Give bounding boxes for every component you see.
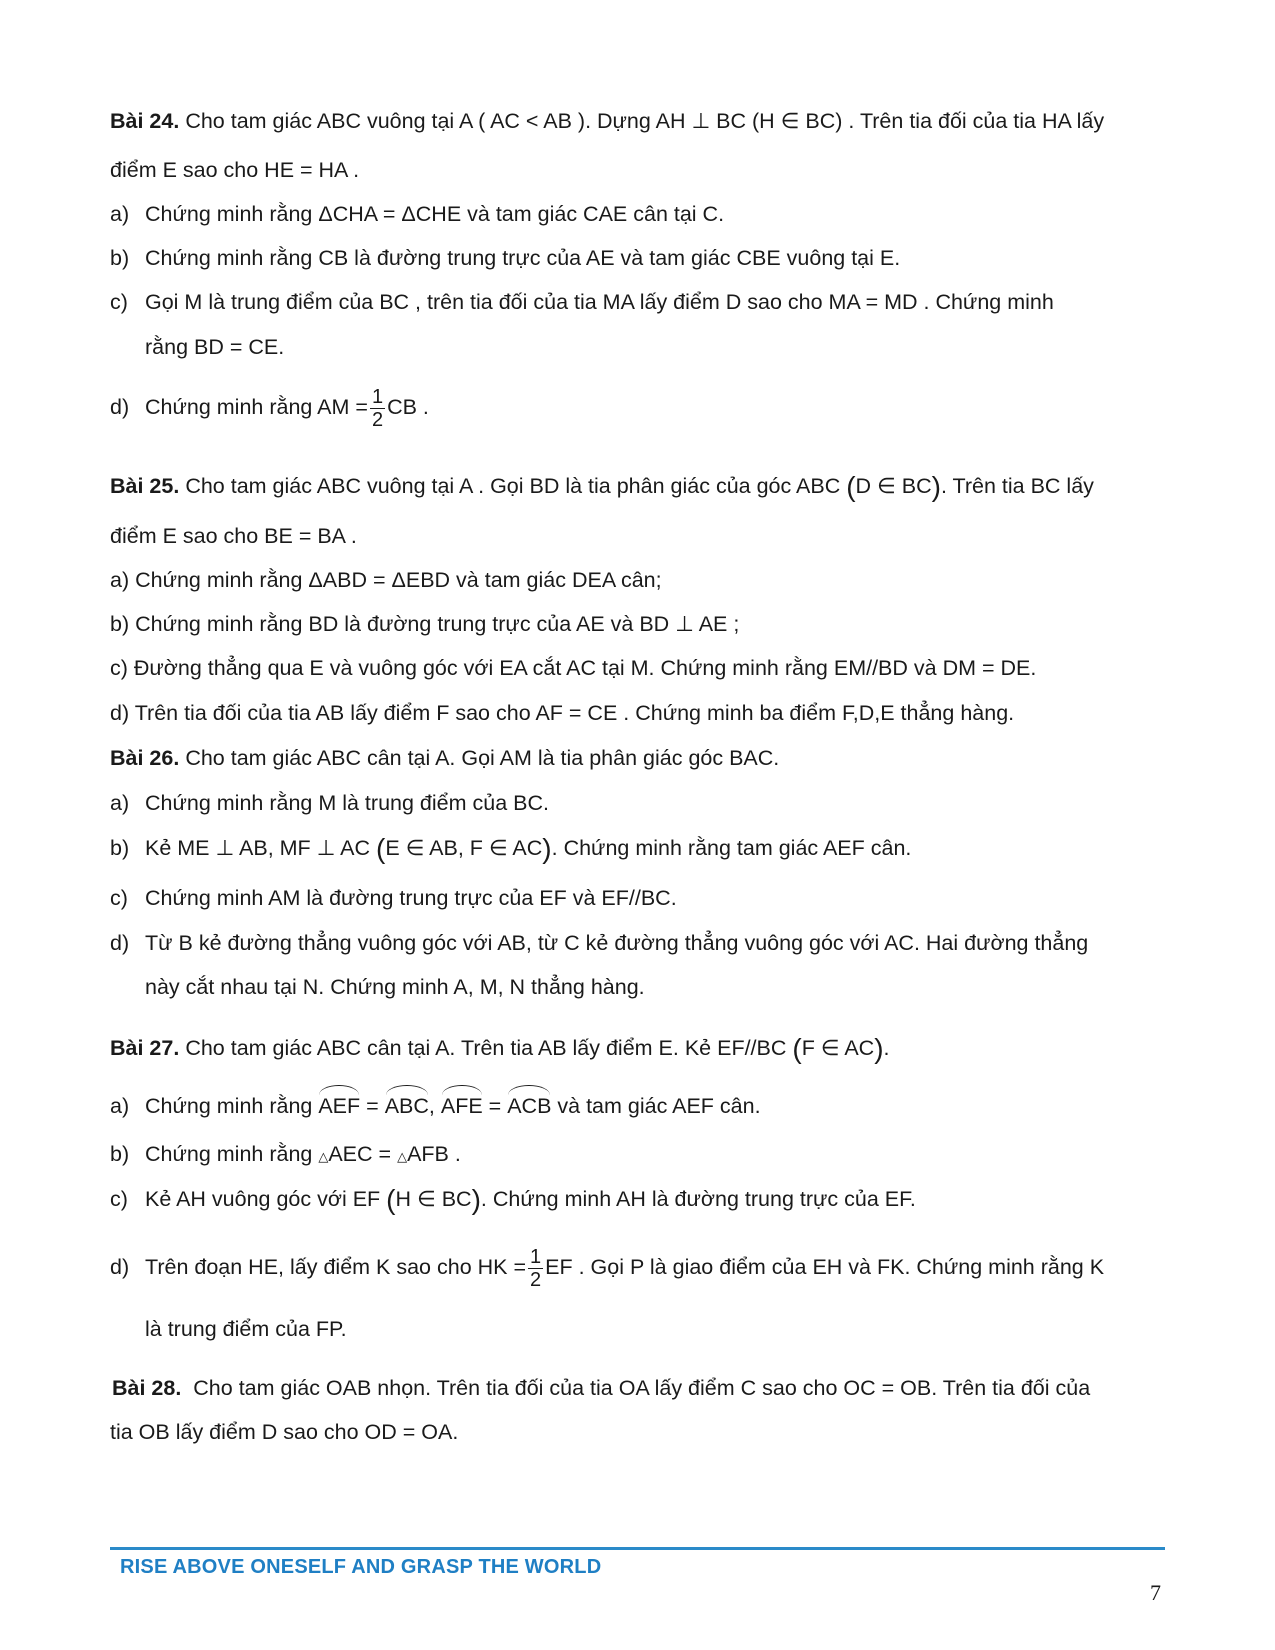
b27-d-pre: Trên đoạn HE, lấy điểm K sao cho HK = [145,1255,527,1279]
b24-a: Chứng minh rằng ΔCHA = ΔCHE và tam giác CAE cân tại C. [145,202,725,226]
b25-text1b: . Trên tia BC lấy [940,474,1094,498]
b24-d-post: CB . [387,395,429,419]
angle-acb: ACB [507,1094,552,1118]
b24-c1: Gọi M là trung điểm của BC , trên tia đối của tia MA lấy điểm D sao cho MA = MD . Chứng minh [145,290,1054,314]
b27-label-b: b) [110,1142,130,1166]
b25-text1a: Cho tam giác ABC vuông tại A . Gọi BD là tia phân giác của góc ABC [185,474,847,498]
b25-c: c) Đường thẳng qua E và vuông góc với EA cắt AC tại M. Chứng minh rằng EM//BD và DM = DE. [110,656,1037,680]
b27-a-post: và tam giác AEF cân. [551,1094,761,1118]
b24-c2: rằng BD = CE. [145,335,285,359]
b27-c-paren: H ∈ BC [395,1187,472,1211]
b24-line1 [110,107,1104,135]
page-number: 7 [1150,1580,1161,1605]
b24-d-num: 1 [371,385,384,408]
b26-label-c: c) [110,886,128,910]
b27-d1 [145,1240,1104,1294]
b27-paren: F ∈ AC [801,1036,875,1060]
b26-b-paren: E ∈ AB, F ∈ AC [385,836,543,860]
b28-title: Bài 28. [112,1376,182,1400]
angle-afe: AFE [440,1094,483,1118]
b27-label-c: c) [110,1187,128,1211]
b26-text1: Cho tam giác ABC cân tại A. Gọi AM là tia phân giác góc BAC. [185,746,780,770]
b24-text1: Cho tam giác ABC vuông tại A ( AC < AB ). Dựng AH ⊥ BC (H ∈ BC) . Trên tia đối của tia HA lấy [185,109,1105,133]
b26-d2: này cắt nhau tại N. Chứng minh A, M, N thẳng hàng. [145,975,645,999]
b27-b-t2: AFB . [407,1142,461,1166]
b24-label-c: c) [110,290,128,314]
footer-divider [110,1547,1165,1550]
triangle-icon: △ [397,1149,408,1164]
b27-d2: là trung điểm của FP. [145,1317,347,1341]
b24-label-a: a) [110,202,130,226]
b26-b: Kẻ ME ⊥ AB, MF ⊥ AC (E ∈ AB, F ∈ AC). Chứng minh rằng tam giác AEF cân. [145,833,912,864]
b25-line1: Bài 25. Cho tam giác ABC vuông tại A . Gọi BD là tia phân giác của góc ABC (D ∈ BC). Trên tia BC lấy [110,471,1094,502]
b28-text1: Cho tam giác OAB nhọn. Trên tia đối của tia OA lấy điểm C sao cho OC = OB. Trên tia đối của [181,1376,1091,1400]
b28-line1 [112,1374,1090,1402]
b27-d-fraction [528,1246,543,1291]
b27-d-den: 2 [530,1268,542,1291]
b24-line2: điểm E sao cho HE = HA . [110,158,360,182]
b25-paren: D ∈ BC [855,474,932,498]
b24-title: Bài 24. [110,109,180,133]
b24-d [145,380,429,434]
b27-a-pre: Chứng minh rằng [145,1094,319,1118]
b26-label-a: a) [110,791,130,815]
b25-a: a) Chứng minh rằng ΔABD = ΔEBD và tam giác DEA cân; [110,568,662,592]
b24-b: Chứng minh rằng CB là đường trung trực của AE và tam giác CBE vuông tại E. [145,246,901,270]
b27-b [145,1140,461,1171]
b24-d-pre: Chứng minh rằng AM = [145,395,368,419]
b27-title: Bài 27. [110,1036,180,1060]
b27-b-pre: Chứng minh rằng [145,1142,319,1166]
b26-d1: Từ B kẻ đường thẳng vuông góc với AB, từ C kẻ đường thẳng vuông góc với AC. Hai đường thẳng [145,931,1089,955]
b26-label-d: d) [110,931,130,955]
b27-c-post: . Chứng minh AH là đường trung trực của EF. [480,1187,916,1211]
b26-a: Chứng minh rằng M là trung điểm của BC. [145,791,549,815]
b27-label-d: d) [110,1255,130,1279]
b25-title: Bài 25. [110,474,180,498]
b25-d: d) Trên tia đối của tia AB lấy điểm F sao cho AF = CE . Chứng minh ba điểm F,D,E thẳng hàng. [110,701,1015,725]
b26-c: Chứng minh AM là đường trung trực của EF và EF//BC. [145,886,677,910]
b27-text1: Cho tam giác ABC cân tại A. Trên tia AB lấy điểm E. Kẻ EF//BC [185,1036,793,1060]
b26-title: Bài 26. [110,746,180,770]
angle-aef: AEF [318,1094,361,1118]
b24-d-fraction [370,386,385,431]
b27-a: Chứng minh rằng AEF = ABC, AFE = ACB và tam giác AEF cân. [145,1094,761,1118]
b24-label-d: d) [110,395,130,419]
b25-b: b) Chứng minh rằng BD là đường trung trực của AE và BD ⊥ AE ; [110,612,740,636]
b27-line1: Bài 27. Cho tam giác ABC cân tại A. Trên tia AB lấy điểm E. Kẻ EF//BC (F ∈ AC). [110,1033,890,1064]
b27-label-a: a) [110,1094,130,1118]
b26-b-post: . Chứng minh rằng tam giác AEF cân. [551,836,912,860]
b26-b-pre: Kẻ ME ⊥ AB, MF ⊥ AC [145,836,377,860]
b28-line2: tia OB lấy điểm D sao cho OD = OA. [110,1420,459,1444]
b27-d-post: EF . Gọi P là giao điểm của EH và FK. Chứng minh rằng K [545,1255,1105,1279]
b26-line1 [110,744,779,772]
b24-label-b: b) [110,246,130,270]
footer-slogan: RISE ABOVE ONESELF AND GRASP THE WORLD [120,1556,602,1578]
b27-b-t1: AEC = [328,1142,398,1166]
angle-abc: ABC [384,1094,429,1118]
b24-d-den: 2 [371,408,384,431]
b26-label-b: b) [110,836,130,860]
triangle-icon: △ [318,1149,329,1164]
b25-line2: điểm E sao cho BE = BA . [110,524,357,548]
b27-d-num: 1 [530,1245,542,1268]
b27-c-pre: Kẻ AH vuông góc với EF [145,1187,387,1211]
b27-c: Kẻ AH vuông góc với EF (H ∈ BC). Chứng minh AH là đường trung trực của EF. [145,1184,916,1215]
